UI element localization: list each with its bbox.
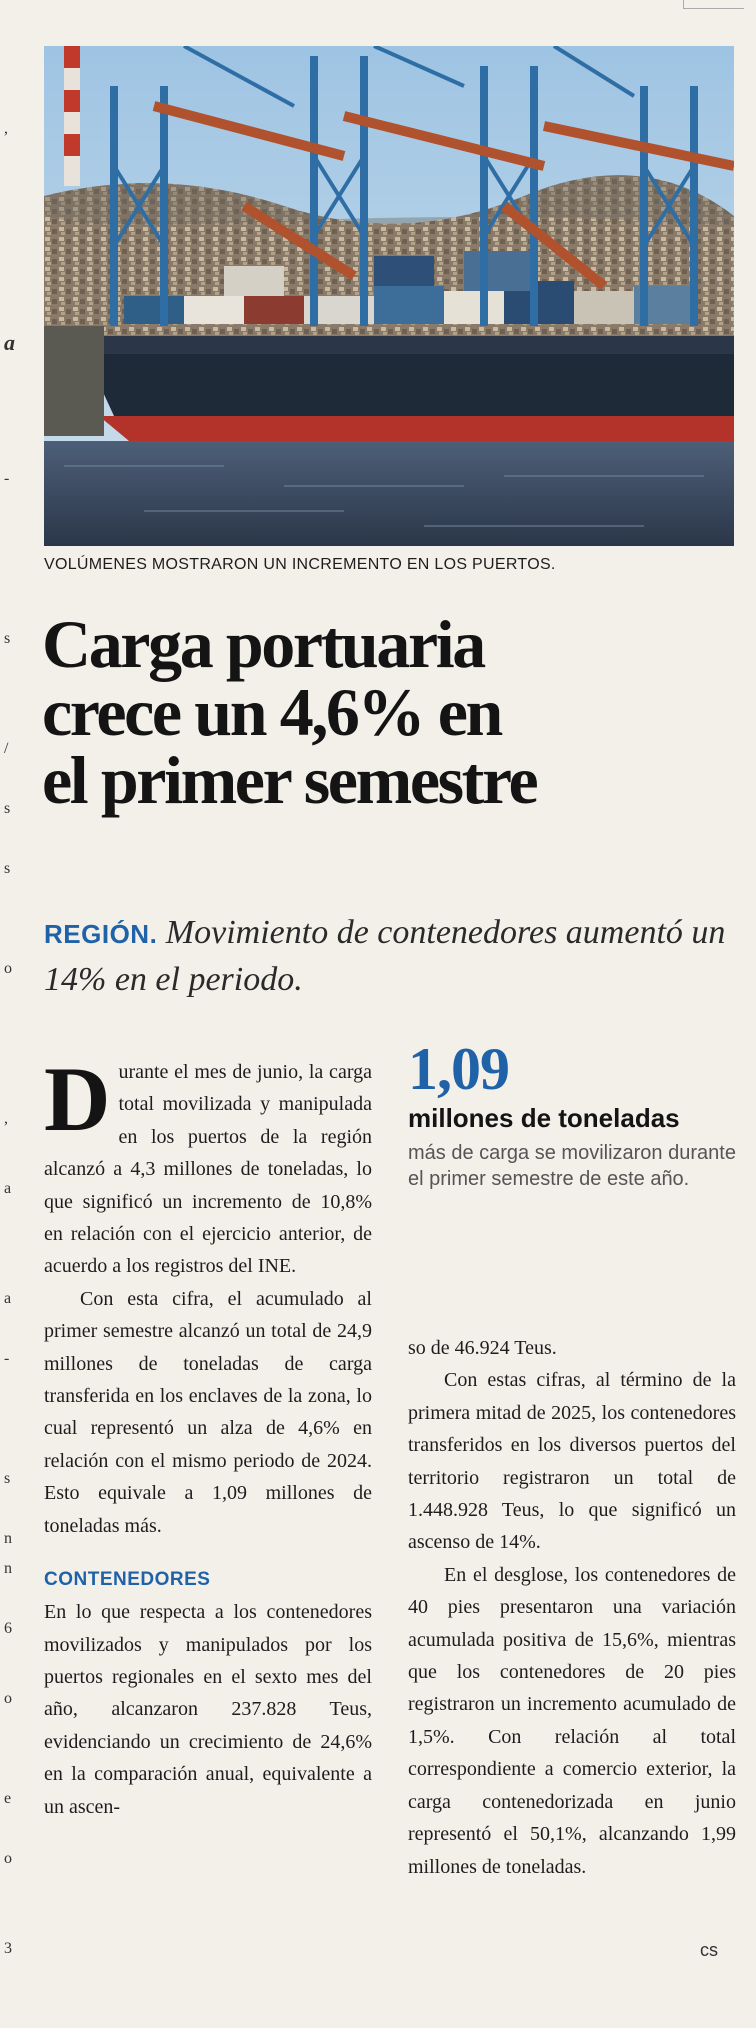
port-cranes-ship-photo (44, 46, 734, 546)
fact-number: 1,09 (408, 1036, 509, 1102)
headline-line: Carga portuaria (42, 606, 484, 682)
fact-description: más de carga se movilizaron durante el primer semestre de este año. (408, 1142, 736, 1190)
subhead-text: Movimiento de contenedores aumentó un 14% en el periodo. (44, 914, 726, 998)
paragraph-3: En lo que respecta a los contenedores movilizados y manipulados por los puertos regionales en el sexto mes del año, alcanzaron 237.828 Teus, evidenciando un crecimiento de 24,6% en la comparación anual, equivalente a un ascen- (44, 1601, 372, 1818)
corner-rule (683, 0, 744, 9)
article-column-left (44, 1048, 372, 1823)
section-heading: CONTENEDORES (44, 1569, 211, 1591)
subhead-kicker: REGIÓN. (44, 919, 158, 949)
paragraph-4: Con estas cifras, al término de la primera mitad de 2025, los contenedores transferidos en los diversos puertos del territorio registraron un total de 1.448.928 Teus, lo que significó un ascenso de 14%. (408, 1369, 736, 1554)
headline-line: crece un 4,6% en (42, 674, 501, 750)
photo-caption: VOLÚMENES MOSTRARON UN INCREMENTO EN LOS PUERTOS. (44, 556, 556, 573)
subheadline (44, 910, 744, 1003)
factbox (408, 1038, 738, 1192)
dropcap: D (44, 1048, 111, 1150)
paragraph-2: Con esta cifra, el acumulado al primer semestre alcanzó un total de 24,9 millones de toneladas de carga transferida en los enclaves de la zona, lo cual representó un alza de 4,6% en relación con el mismo periodo de 2024. Esto equivale a 1,09 millones de toneladas más. (44, 1287, 372, 1537)
paragraph-1: urante el mes de junio, la carga total movilizada y manipulada en los puertos de la región alcanzó a 4,3 millones de toneladas, lo que significó un incremento de 10,8% en relación con el ejercicio anterior, de acuerdo a los registros del INE. (44, 1061, 372, 1278)
headline (42, 606, 742, 818)
fact-unit: millones de toneladas (408, 1103, 680, 1133)
end-mark: cs (700, 1940, 718, 1960)
article-column-right (408, 1332, 736, 1883)
headline-line: el primer semestre (42, 742, 537, 818)
paragraph-3-continued: so de 46.924 Teus. (408, 1337, 557, 1359)
paragraph-5: En el desglose, los contenedores de 40 pies presentaron una variación acumulada positiva de 15,6%, mientras que los contenedores de 20 pies registraron un incremento acumulado de 1,5%. Con relación al total correspondiente a comercio exterior, la carga contenedorizada en junio representó el 50,1%, alcanzando 1,99 millones de toneladas. (408, 1563, 736, 1878)
adjacent-column-fragment: , a - s / s s o , a a - s n n 6 o e o 3 (4, 120, 15, 1957)
